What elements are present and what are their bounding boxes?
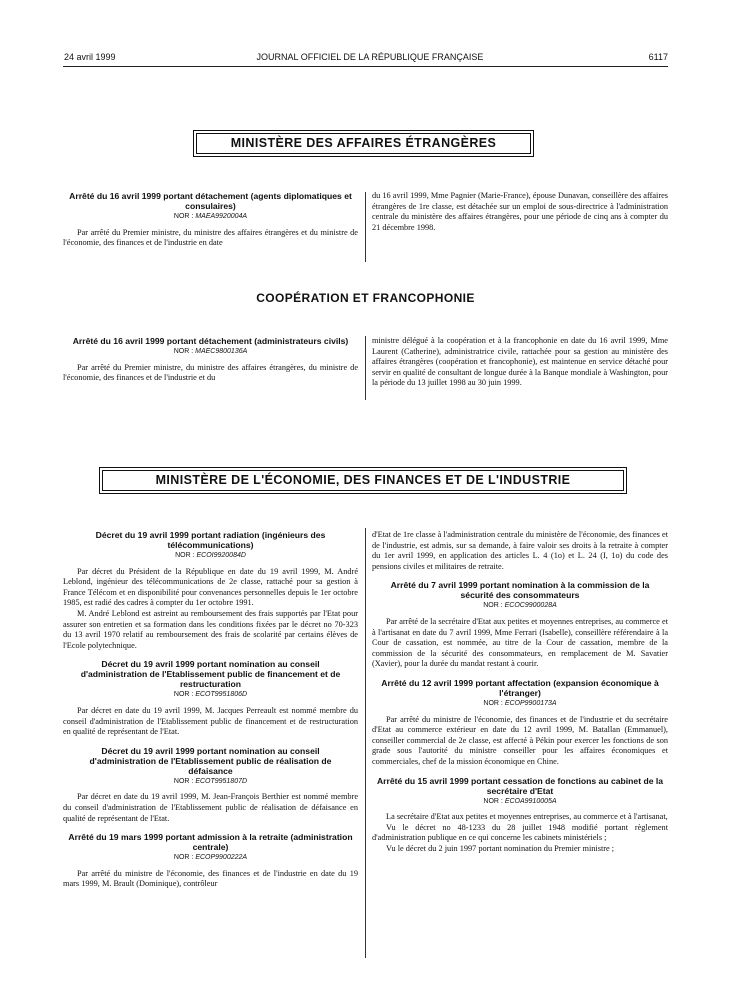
s3-right-column xyxy=(372,530,668,854)
header-page-number: 6117 xyxy=(648,52,668,62)
nor-reference: NOR : ECOP9900173A xyxy=(483,699,557,707)
decree-title: Arrêté du 16 avril 1999 portant détachement (administrateurs civils) xyxy=(72,336,349,346)
decree-text: Par décret du Président de la République en date du 19 avril 1999, M. André Leblond, ingénieur des télécommunications de 2e classe, rattaché pour sa gestion à France Télécom et en disponibilité pour convenances personnelles depuis le 1er octobre 1985, est radié des cadres à compter du 1er octobre 1991. xyxy=(63,566,358,608)
decree-text: Par arrêté du ministre de l'économie, des finances et de l'industrie en date du 19 mars 1999, M. Brault (Dominique), contrôleur xyxy=(63,868,358,889)
decree-title: Arrêté du 7 avril 1999 portant nomination à la commission de la sécurité des consommateurs xyxy=(390,580,650,601)
decree-text: La secrétaire d'Etat aux petites et moyennes entreprises, au commerce et à l'artisanat, xyxy=(386,812,668,822)
decree-text: Par décret en date du 19 avril 1999, M. Jacques Perreault est nommé membre du conseil d'administration de l'Etablissement public de financement et de restructuration en qualité de représentant de l'Etat. xyxy=(63,705,358,737)
decree-text: Par arrêté du Premier ministre, du ministre des affaires étrangères et du ministre de l'économie, des finances et de l'industrie en date xyxy=(63,227,358,248)
section-heading-cooperation: COOPÉRATION ET FRANCOPHONIE xyxy=(256,291,475,305)
decree-text: Par arrêté du ministre de l'économie, des finances et de l'industrie et du secrétaire d'Etat au commerce extérieur en date du 12 avril 1999, M. Batallan (Emmanuel), conseiller commercial de 2e classe, est affecté à Pékin pour exercer les fonctions de son grade sous l'autorité du ministre conseiller pour les affaires économiques et commerciales, chef de la mission économique en Chine. xyxy=(372,714,668,766)
decree-text: Par arrêté de la secrétaire d'Etat aux petites et moyennes entreprises, au commerce et à l'artisanat en date du 7 avril 1999, Mme Ferrari (Isabelle), conseillère référendaire à la Cour de cassation, est nommée, au titre de la Cour de cassation, membre de la commission de la sécurité des consommateurs, en remplacement de M. Savatier (Xavier), pour la durée du mandat restant à courir. xyxy=(372,616,668,669)
header-rule xyxy=(63,66,668,67)
column-separator xyxy=(365,528,366,958)
decree-text: Par décret en date du 19 avril 1999, M. Jean-François Berthier est nommé membre du conseil d'administration de l'Etablissement public de réalisation de défaisance en qualité de représentant de l'Etat. xyxy=(63,792,358,823)
nor-reference: NOR : ECOT9951807D xyxy=(173,777,248,785)
nor-reference: NOR : MAEA9920004A xyxy=(173,213,248,220)
decree-text: Vu le décret no 48-1233 du 28 juillet 1948 modifié portant règlement d'administration publique en ce qui concerne les cabinets ministériels ; xyxy=(372,822,668,843)
decree-text-continued: du 16 avril 1999, Mme Pagnier (Marie-France), épouse Dunavan, conseillère des affaires étrangères de 1re classe, est détachée sur un emploi de sous-directrice à l'administration centrale du ministère des affaires étrangères, pour une période de cinq ans à compter du 21 décembre 1998. xyxy=(372,191,668,232)
header-date: 24 avril 1999 xyxy=(64,52,116,62)
decree-title: Décret du 19 avril 1999 portant nomination au conseil d'administration de l'Etablissement public de financement et de restructuration xyxy=(80,659,341,690)
nor-reference: NOR : ECOP9900222A xyxy=(173,854,248,862)
nor-reference: NOR : ECOI9920084D xyxy=(175,552,246,559)
decree-title: Arrêté du 16 avril 1999 portant détachement (agents diplomatiques et consulaires) xyxy=(69,191,352,211)
s3-left-column xyxy=(63,530,358,890)
decree-title: Arrêté du 12 avril 1999 portant affectation (expansion économique à l'étranger) xyxy=(381,677,659,698)
s2-left-column xyxy=(63,336,358,384)
column-separator xyxy=(365,192,366,262)
column-separator xyxy=(365,336,366,400)
nor-reference: NOR : ECOA9910005A xyxy=(483,797,557,805)
ministry-heading-economie: MINISTÈRE DE L'ÉCONOMIE, DES FINANCES ET DE L'INDUSTRIE xyxy=(102,470,624,491)
decree-title: Arrêté du 19 mars 1999 portant admission à la retraite (administration centrale) xyxy=(68,832,353,853)
nor-reference: NOR : ECOT9951806D xyxy=(173,691,248,699)
nor-reference: NOR : MAEC9800136A xyxy=(173,348,248,355)
nor-reference: NOR : ECOC9900028A xyxy=(483,602,557,610)
ministry-heading-affaires-etrangeres: MINISTÈRE DES AFFAIRES ÉTRANGÈRES xyxy=(196,133,531,154)
decree-text-continued: d'Etat de 1re classe à l'administration centrale du ministère de l'économie, des finances et de l'industrie, est admis, sur sa demande, à faire valoir ses droits à la retraite à compter du 1er avril 1999, en application des articles L. 4 (1o) et L. 24 (I, 1o) du code des pensions civiles et militaires de retraite. xyxy=(372,530,668,571)
decree-title: Arrêté du 15 avril 1999 portant cessation de fonctions au cabinet de la secrétaire d'Etat xyxy=(376,775,664,796)
s2-right-column xyxy=(372,336,668,389)
decree-title: Décret du 19 avril 1999 portant nomination au conseil d'administration de l'Etablissement public de réalisation de défaisance xyxy=(89,745,332,776)
decree-text: M. André Leblond est astreint au remboursement des frais supportés par l'Etat pour assurer son entretien et sa formation dans les conditions fixées par le décret no 70-323 du 13 avril 1970 relatif au remboursement des frais de scolarité par certains élèves de l'Ecole polytechnique. xyxy=(63,608,358,650)
decree-text-continued: ministre délégué à la coopération et à la francophonie en date du 16 avril 1999, Mme Laurent (Catherine), administratrice civile, rattachée pour sa gestion au ministère des affaires étrangères (coopération et francophonie), est maintenue en service détaché pour servir en qualité de consultant de longue durée à la Banque mondiale à Washington, pour la période du 13 juillet 1998 au 30 juin 1999. xyxy=(372,336,668,388)
decree-text: Vu le décret du 2 juin 1997 portant nomination du Premier ministre ; xyxy=(386,843,615,853)
decree-title: Décret du 19 avril 1999 portant radiation (ingénieurs des télécommunications) xyxy=(95,530,326,550)
header-journal-title: JOURNAL OFFICIEL DE LA RÉPUBLIQUE FRANÇAISE xyxy=(256,52,484,62)
s1-right-column xyxy=(372,191,668,233)
s1-left-column xyxy=(63,191,358,249)
decree-text: Par arrêté du Premier ministre, du ministre des affaires étrangères, du ministre de l'économie, des finances et de l'industrie et du xyxy=(63,362,358,383)
